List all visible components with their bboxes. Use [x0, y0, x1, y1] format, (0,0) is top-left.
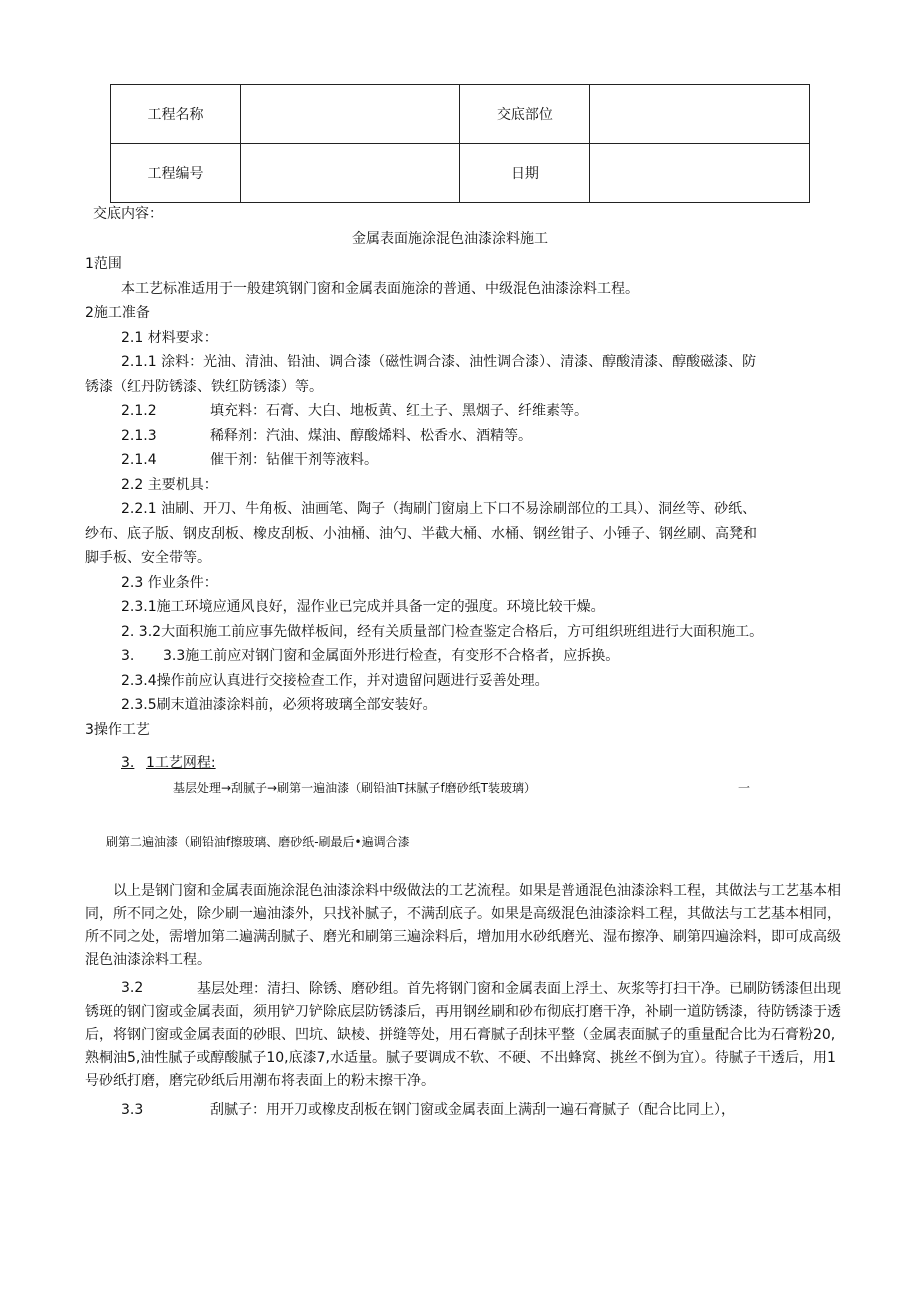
project-number-label: 工程编号	[111, 144, 241, 203]
paragraph-process-explanation: 以上是钢门窗和金属表面施涂混色油漆涂料中级做法的工艺流程。如果是普通混色油漆涂料工程，其做法与工艺基本相同，所不同之处，除少刷一遍油漆外，只找补腻子，不满刮底子。如果是高级混色油漆涂料工程，其做法与工艺基本相同，所不同之处，需增加第二遍满刮腻子、磨光和刷第三遍涂料后，增加用水砂纸磨光、湿布擦净、刷第四遍涂料，即可成高级混色油漆涂料工程。	[85, 883, 841, 968]
section-3-1-num: 3.	[121, 755, 135, 771]
section-2-3: 2.3 作业条件：	[121, 575, 218, 591]
section-3-3-num: 3.3	[121, 1102, 144, 1118]
section-2-1: 2.1 材料要求：	[121, 330, 218, 346]
table-row	[111, 144, 810, 203]
section-2-1-2-num: 2.1.2	[121, 403, 157, 419]
section-2-1-3-num: 2.1.3	[121, 428, 157, 444]
table-row	[111, 85, 810, 144]
section-2-heading: 2施工准备	[85, 305, 150, 321]
section-2-2-1-line2: 纱布、底子版、钢皮刮板、橡皮刮板、小油桶、油勺、半截大桶、水桶、钢丝钳子、小锤子、钢丝刷、高凳和	[85, 526, 757, 542]
section-1-heading: 1范围	[85, 256, 122, 272]
section-3-heading: 3操作工艺	[85, 722, 150, 738]
content-label: 交底内容：	[93, 206, 163, 222]
section-3-3-text: 刮腻子：用开刀或橡皮刮板在钢门窗或金属表面上满刮一遍石膏腻子（配合比同上），	[210, 1102, 735, 1118]
section-3-2-text: 基层处理：清扫、除锈、磨砂组。首先将钢门窗和金属表面上浮土、灰浆等打扫干净。已刷防锈漆但出现锈斑的钢门窗或金属表面，须用铲刀铲除底层防锈漆后，再用钢丝刷和砂布彻底打磨干净，补刷一道防锈漆，待防锈漆于透后，将钢门窗或金属表面的砂眼、凹坑、缺棱、拼缝等处，用石膏腻子刮抹平整（金属表面腻子的重量配合比为石膏粉20,熟桐油5,油性腻子或醇酸腻子10,底漆7,水适量。腻子要调成不软、不硬、不出蜂窝、挑丝不倒为宜）。待腻子干透后，用1号砂纸打磨，磨完砂纸后用潮布将表面上的粉末擦干净。	[85, 981, 841, 1089]
section-2-3-3-num: 3.	[121, 648, 135, 664]
process-flow-line1: 基层处理→刮腻子→刷第一遍油漆（刷铅油T抹腻子f磨砂纸T装玻璃）	[173, 781, 536, 795]
section-2-1-1-line2: 锈漆（红丹防锈漆、铁红防锈漆）等。	[85, 379, 323, 395]
section-3-1-text: 1工艺网程:	[146, 755, 216, 771]
section-2-3-4: 2.3.4操作前应认真进行交接检查工作，并对遗留问题进行妥善处理。	[121, 673, 549, 689]
section-2-1-2-text: 填充料：石膏、大白、地板黄、红土子、黑烟子、纤维素等。	[210, 403, 588, 419]
project-name-value	[240, 85, 460, 144]
section-2-1-4-num: 2.1.4	[121, 452, 157, 468]
process-flow-line2: 刷第二遍油漆（刷铅油f擦玻璃、磨砂纸-刷最后•遍调合漆	[106, 835, 410, 849]
date-value	[590, 144, 810, 203]
section-2-1-1-line1: 2.1.1 涂料：光油、清油、铅油、调合漆（磁性调合漆、油性调合漆）、清漆、醇酸清漆、醇酸磁漆、防	[121, 354, 757, 370]
handover-part-value	[590, 85, 810, 144]
section-2-3-1: 2.3.1施工环境应通风良好，湿作业已完成并具备一定的强度。环境比较干燥。	[121, 599, 605, 615]
handover-part-label: 交底部位	[460, 85, 590, 144]
header-table	[110, 84, 810, 203]
project-name-label: 工程名称	[111, 85, 241, 144]
project-number-value	[240, 144, 460, 203]
section-3-2-num: 3.2	[121, 980, 144, 996]
section-2-3-3-text: 3.3施工前应对钢门窗和金属面外形进行检查，有变形不合格者，应拆换。	[163, 648, 620, 664]
section-1-text: 本工艺标准适用于一般建筑钢门窗和金属表面施涂的普通、中级混色油漆涂料工程。	[121, 281, 639, 297]
section-2-3-5: 2.3.5刷末道油漆涂料前，必须将玻璃全部安装好。	[121, 697, 437, 713]
section-2-2: 2.2 主要机具：	[121, 477, 218, 493]
section-2-3-2: 2. 3.2大面积施工前应事先做样板间，经有关质量部门检查鉴定合格后，方可组织班组进行大面积施工。	[121, 624, 764, 640]
section-2-2-1-line1: 2.2.1 油刷、开刀、牛角板、油画笔、陶子（掏刷门窗扇上下口不易涂刷部位的工具）、洞丝等、砂纸、	[121, 501, 757, 517]
document-title: 金属表面施涂混色油漆涂料施工	[352, 231, 548, 247]
date-label: 日期	[460, 144, 590, 203]
section-2-2-1-line3: 脚手板、安全带等。	[85, 550, 211, 566]
process-flow-dash: 一	[738, 781, 751, 795]
section-2-1-4-text: 催干剂：钻催干剂等液料。	[210, 452, 378, 468]
section-2-1-3-text: 稀释剂：汽油、煤油、醇酸烯料、松香水、酒精等。	[210, 428, 532, 444]
